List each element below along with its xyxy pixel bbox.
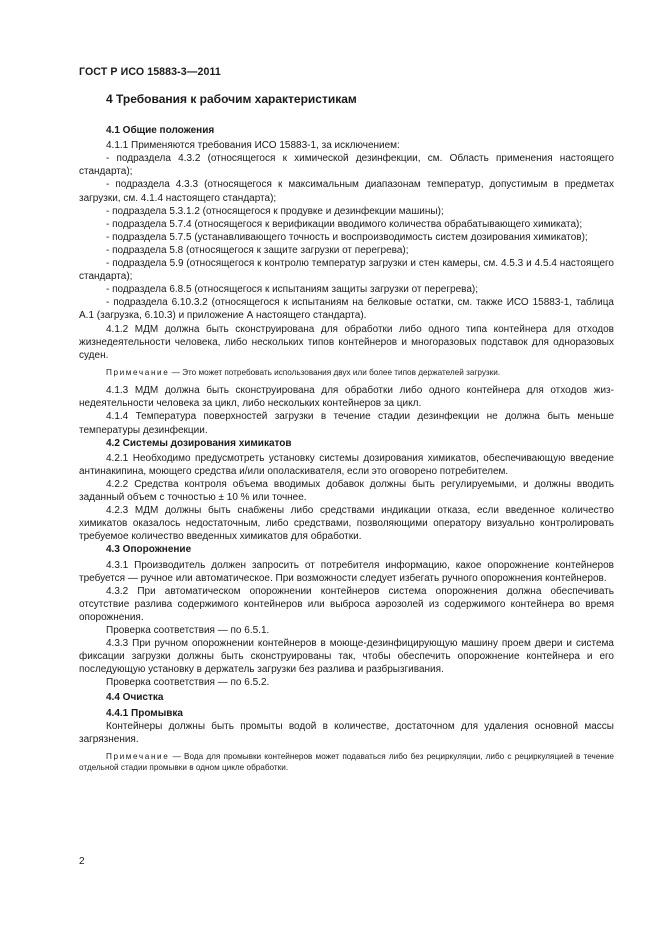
note-text: — Вода для промывки контейнеров может подаваться либо без рециркуляции, либо с рециркуляцией в течение отдельной стадии промывки в одном цикле обработки. [79,751,614,773]
list-item: - подраздела 6.8.5 (относящегося к испытаниям защиты загрузки от перегрева); [106,284,479,296]
paragraph-4-1-2: 4.1.2 МДМ должна быть сконструирована для обработки либо одного типа контейнера для отходов жизнедеятельности человека, либо нескольких типов контейнеров и многоразовых подставок для одноразовых суден. [79,323,614,361]
page-content [79,93,614,780]
note-2 [79,751,614,774]
compliance-check-2: Проверка соответствия — по 6.5.2. [106,677,270,689]
list-item: - подраздела 5.8 (относящегося к защите загрузки от перегрева); [106,244,409,256]
note-label: Примечание [106,751,170,761]
paragraph-4-1-1: 4.1.1 Применяются требования ИСО 15883-1, за исключением: [106,140,400,152]
note-1 [79,367,614,379]
note-label: Примечание [106,367,170,377]
subsection-heading-4-1: 4.1 Общие положения [106,125,215,137]
paragraph-4-4-1: Контейнеры должны быть промыты водой в количестве, достаточном для удаления основной массы загрязнения. [79,720,614,745]
paragraph-4-2-2: 4.2.2 Средства контроля объема вводимых добавок должны быть регулируемыми, и должны вводить заданный объем с точностью ± 10 % или точнее. [79,478,614,504]
list-item: - подраздела 5.7.5 (устанавливающего точность и воспроизводимость систем дозирования химикатов); [106,231,588,243]
paragraph-4-3-3: 4.3.3 При ручном опорожнении контейнеров в моюще-дезинфицирующую машину проем двери и система фиксации загрузки должны быть сконструированы так, чтобы обеспечить опорожнение контейнера и его последующую установку в держатель загрузки без разлива и разбрызгивания. [79,638,614,676]
list-item: - подраздела 4.3.2 (относящегося к химической дезинфекции, см. Область применения настоящего стандарта); [79,153,614,178]
list-item: - подраздела 6.10.3.2 (относящегося к испытаниям на белковые остатки, см. также ИСО 15883-1, таблица А.1 (загрузка, 6.10.3) и приложение А настоящего стандарта). [79,297,614,322]
paragraph-4-2-3: 4.2.3 МДМ должны быть снабжены либо средствами индикации отказа, если введенное количество химикатов оказалось недостаточным, либо средствами, позволяющими оператору визуально контролировать требуемое количество введенных химикатов для обработки. [79,505,614,543]
list-item: - подраздела 5.7.4 (относящегося к верификации вводимого количества обрабатывающего химиката); [106,218,583,230]
list-item: - подраздела 4.3.3 (относящегося к максимальным диапазонам температур, допустимым в предметах загрузки, см. 4.1.4 настоящего стандарта); [79,179,614,204]
paragraph-4-3-2: 4.3.2 При автоматическом опорожнении контейнеров система опорожнения должна обеспечивать отсутствие разлива содержимого контейнеров или выброса аэрозолей из содержимого контейнера во время опорожнения. [79,585,614,623]
subsection-heading-4-2: 4.2 Системы дозирования химикатов [106,437,292,449]
note-text: — Это может потребовать использования двух или более типов держателей загрузки. [169,367,501,377]
paragraph-4-2-1: 4.2.1 Необходимо предусмотреть установку системы дозирования химикатов, обеспечивающую введение антинакипина, моющего средства и/или ополаскивателя, если это оговорено потребителем. [79,452,614,477]
paragraph-4-1-3: 4.1.3 МДМ должна быть сконструирована для обработки либо одного контейнера для отходов жизнедеятельности человека за цикл, либо нескольких контейнеров за цикл. [79,385,614,410]
paragraph-4-3-1: 4.3.1 Производитель должен запросить от потребителя информацию, какое опорожнение контейнеров требуется — ручное или автоматическое. При возможности следует избегать ручного опорожнения контейнеров. [79,559,614,584]
subsection-heading-4-4-1: 4.4.1 Промывка [106,707,183,719]
page-number: 2 [79,856,85,867]
list-item: - подраздела 5.9 (относящегося к контролю температур загрузки и стен камеры, см. 4.5.3 и 4.5.4 настоящего стандарта); [79,258,614,283]
compliance-check-1: Проверка соответствия — по 6.5.1. [106,624,270,636]
list-item: - подраздела 5.3.1.2 (относящегося к продувке и дезинфекции машины); [106,205,444,217]
section-title: 4 Требования к рабочим характеристикам [106,92,357,106]
paragraph-4-1-4: 4.1.4 Температура поверхностей загрузки в течение стадии дезинфекции не должна быть меньше температуры дезинфекции. [79,411,614,436]
document-header: ГОСТ Р ИСО 15883-3—2011 [79,66,221,78]
subsection-heading-4-4: 4.4 Очистка [106,692,164,704]
subsection-heading-4-3: 4.3 Опорожнение [106,544,192,556]
